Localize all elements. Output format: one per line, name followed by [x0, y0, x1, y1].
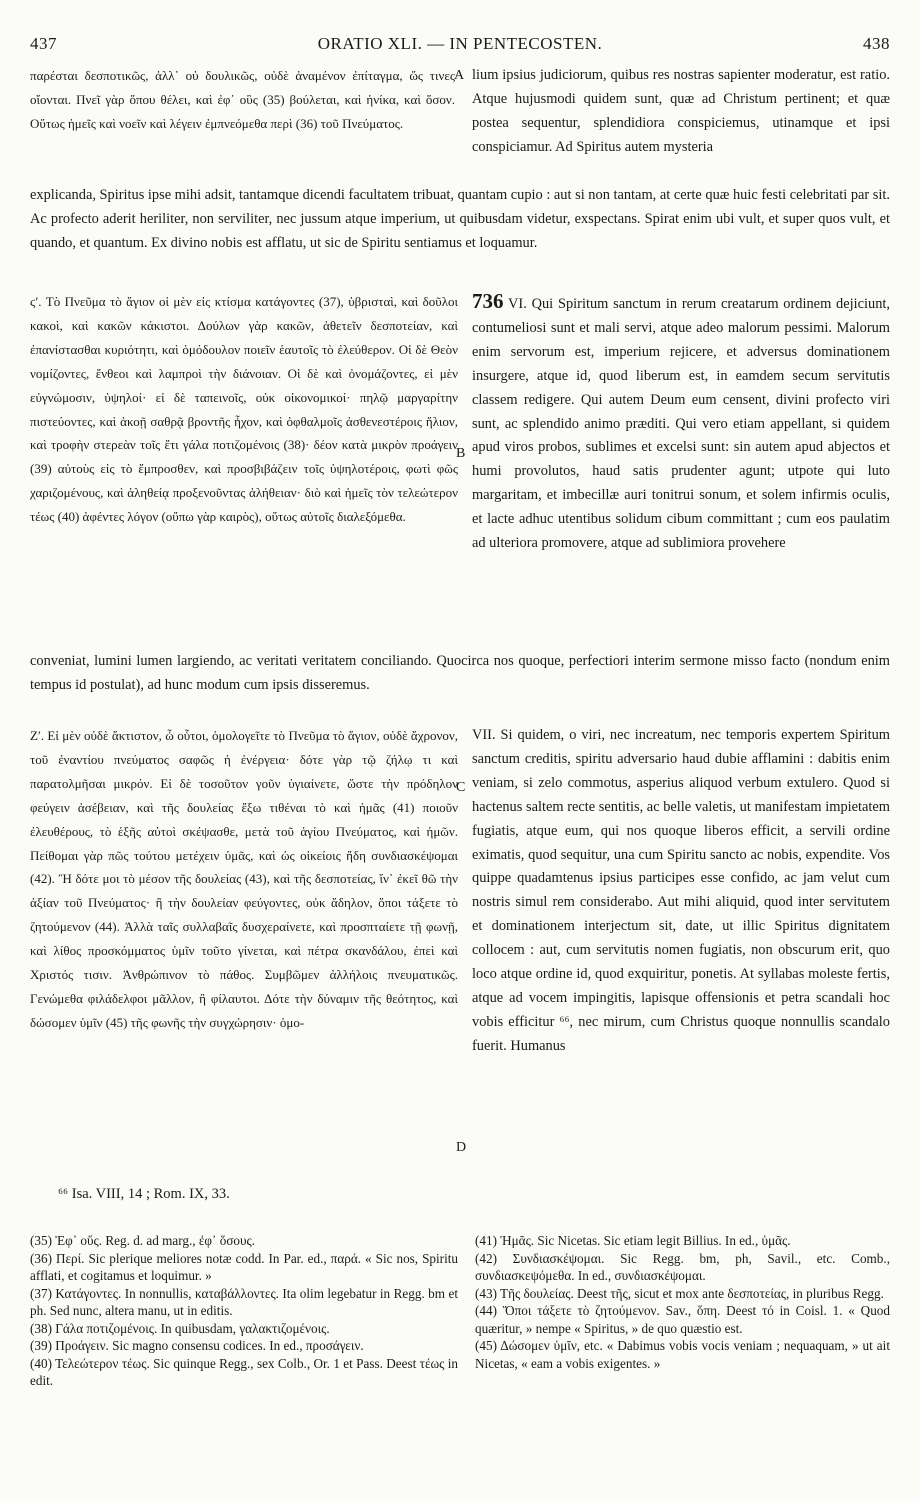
- latin-section-5: lium ipsius judiciorum, quibus res nostras sapienter moderatur, est ratio. Atque hujusmodi quidem sunt, quæ ad Christum pertinent; et quæ postea sequentur, splendidiora conspiciemus, utinamque et ipsi conspiciamur. Ad Spiritus autem mysteria: [472, 67, 890, 155]
- note-item: (39) Προάγειν. Sic magno consensu codices. In ed., προσάγειν.: [30, 1338, 364, 1353]
- note-item: (41) Ἡμᾶς. Sic Nicetas. Sic etiam legit Billius. In ed., ὑμᾶς.: [475, 1233, 791, 1248]
- left-page-number: 437: [30, 34, 57, 53]
- running-header: [30, 34, 890, 56]
- right-page-number: 438: [863, 34, 890, 53]
- note-item: (45) Δώσομεν ὑμῖν, etc. « Dabimus vobis vocis veniam ; nequaquam, » ut ait Nicetas, « eam a vobis exigentes. »: [475, 1338, 890, 1371]
- greek-section-5: παρέσται δεσποτικῶς, ἀλλ᾽ οὐ δουλικῶς, οὐδὲ ἀναμένον ἐπίταγμα, ὥς τινες οἴονται. Πνεῖ γὰρ ὅπου θέλει, καὶ ἐφ᾽ οὓς (35) βούλεται, καὶ ἡνίκα, καὶ ὅσον. Οὕτως ἡμεῖς καὶ νοεῖν καὶ λέγειν ἐμπνεόμεθα περὶ (36) τοῦ Πνεύματος.: [30, 68, 455, 131]
- note-item: (38) Γάλα ποτιζομένοις. In quibusdam, γαλακτιζομένοις.: [30, 1320, 330, 1336]
- section-number: 736: [472, 289, 504, 313]
- margin-letter-a: A: [454, 68, 465, 83]
- latin-section-7: VII. Si quidem, o viri, nec increatum, nec temporis expertem Spiritum sanctum creditis, spiritu adversario haud dubie afflamini : dabitis enim veniam, si zelo commotus, asperius aliquod verbum extulero. Quod si hactenus saltem recte sentitis, ac belle valetis, ut manifestam impietatem fugiatis, atque eum, qui nos quoque liberos efficit, a servili ordine eximatis, quod sequitur, una cum Spiritu sancto ac nobis, expendite. Vos quippe quadamtenus ipsius participes esse confido, ac jam velut cum nostris simul rem considerabo. Aut mihi aliquid, quod inter servitutem et dominationem interjectum sit, date, ut illic Spiritus dignitatem collocem : aut, cum servitutis nomen fugiatis, non obscurum erit, quo loco atque ordine id, quod exquiritur, ponetis. At syllabas moleste fertis, atque ad vocem impingitis, lapisque offensionis et petra scandali hoc vobis efficitur ⁶⁶, nec mirum, cum Christus quoque nonnullis scandalo fuerit. Humanus: [472, 727, 890, 1054]
- note-item: (37) Κατάγοντες. In nonnullis, καταβάλλοντες. Ita olim legebatur in Regg. bm et ph. Sed nunc, altera manu, ut in editis.: [30, 1285, 458, 1318]
- running-title: ORATIO XLI. — IN PENTECOSTEN.: [317, 34, 603, 53]
- greek-section-7: Ζʹ. Εἰ μὲν οὐδὲ ἄκτιστον, ὦ οὗτοι, ὁμολογεῖτε τὸ Πνεῦμα τὸ ἅγιον, οὐδὲ ἄχρονον, τοῦ ἐναντίου πνεύματος σαφῶς ἡ ἐνέργεια· δότε γὰρ τῷ ζήλῳ τι καὶ παρατολμῆσαι μικρόν. Εἰ δὲ τοσοῦτον γοῦν ὑγιαίνετε, ὥστε τὴν πρόδηλον φεύγειν ἀσέβειαν, καὶ τῆς δουλείας ἔξω τιθέναι τὸ καὶ ἡμᾶς (41) ποιοῦν ἐλευθέρους, τὸ ἑξῆς αὐτοὶ σκέψασθε, μετὰ τοῦ ἁγίου Πνεύματος, καὶ ἡμῶν. Πείθομαι γὰρ πῶς τούτου μετέχειν ὑμᾶς, καὶ ὡς οἰκείοις ἤδη συνδιασκέψομαι (42). Ἢ δότε μοι τὸ μέσον τῆς δουλείας (43), καὶ τῆς δεσποτείας, ἵν᾽ ἐκεῖ θῶ τὴν ἀξίαν τοῦ Πνεύματος· ἢ τὴν δουλείαν φεύγοντες, οὐκ ἄδηλον, ὅποι τάξετε τὸ ζητούμενον (44). Ἀλλὰ ταῖς συλλαβαῖς δυσχεραίνετε, καὶ προσπταίετε τῇ φωνῇ, καὶ λίθος προσκόμματος ὑμῖν τοῦτο γίνεται, καὶ πέτρα σκανδάλου, ἐπεὶ καὶ Χριστός τισιν. Ἀνθρώπινον τὸ πάθος. Συμβῶμεν ἀλλήλοις πνευματικῶς. Γενώμεθα φιλάδελφοι μᾶλλον, ἢ φίλαυτοι. Δότε τὴν δύναμιν τῆς θεότητος, καὶ δώσομεν ὑμῖν (45) τῆς φωνῆς τὴν συγχώρησιν· ὁμο-: [30, 728, 458, 1030]
- note-item: (43) Τῆς δουλείας. Deest τῆς, sicut et mox ante δεσποτείας, in pluribus Regg.: [475, 1285, 884, 1301]
- note-item: (35) Ἐφ᾽ οὕς. Reg. d. ad marg., ἐφ᾽ ὅσους.: [30, 1233, 256, 1248]
- note-item: (40) Τελεώτερον τέως. Sic quinque Regg., sex Colb., Or. 1 et Pass. Deest τέως in edit.: [30, 1355, 458, 1388]
- scripture-footnote: ⁶⁶ Isa. VIII, 14 ; Rom. IX, 33.: [58, 1186, 230, 1202]
- margin-letter-c: C: [456, 780, 466, 795]
- margin-letter-b: B: [456, 446, 466, 461]
- note-item: (42) Συνδιασκέψομαι. Sic Regg. bm, ph, Savil., etc. Comb., συνδιασκεψόμεθα. In ed., συνδιασκέψομαι.: [475, 1250, 890, 1283]
- critical-notes-right: [475, 1232, 890, 1372]
- latin-section-6: [472, 290, 890, 556]
- greek-section-6: ϛʹ. Τὸ Πνεῦμα τὸ ἅγιον οἱ μὲν εἰς κτίσμα κατάγοντες (37), ὑβρισταὶ, καὶ δοῦλοι κακοὶ, καὶ κακῶν κάκιστοι. Δούλων γὰρ κακῶν, ἀθετεῖν δεσποτείαν, καὶ ἐπανίστασθαι κυριότητι, καὶ ὁμόδουλον ποιεῖν ἑαυτοῖς τὸ ἐλεύθερον. Οἱ δὲ Θεὸν νομίζοντες, ἔνθεοι καὶ λαμπροὶ τὴν διάνοιαν. Οἱ δὲ καὶ ὀνομάζοντες, εἰ μὲν εὐγνώμοσιν, ὑψηλοί· εἰ δὲ ταπεινοῖς, οὐκ οἰκονομικοί· πηλῷ μαργαρίτην πιστεύοντες, καὶ ἀκοῇ σαθρᾷ βροντῆς ἦχον, καὶ ὀφθαλμοῖς ἀσθενεστέροις ἥλιον, καὶ τροφὴν στερεὰν τοῖς ἔτι γάλα ποτιζομένοις (38)· δέον κατὰ μικρὸν προάγειν (39) αὐτοὺς εἰς τὸ ἔμπροσθεν, καὶ προσβιβάζειν τοῖς ὑψηλοτέροις, φωτὶ φῶς χαριζομένους, καὶ ἀληθείᾳ προξενοῦντας ἀλήθειαν· διὸ καὶ ἡμεῖς τὸν τελεώτερον τέως (40) ἀφέντες λόγον (οὔπω γὰρ καιρὸς), οὕτως αὐτοῖς διαλεξόμεθα.: [30, 294, 458, 525]
- critical-notes-left: [30, 1232, 458, 1390]
- note-item: (44) Ὅποι τάξετε τὸ ζητούμενον. Sav., ὅπη. Deest τό in Coisl. 1. « Quod quæritur, » nempe « Spiritus, » de quo quæstio est.: [475, 1303, 890, 1336]
- note-item: (36) Περί. Sic plerique meliores notæ codd. In Par. ed., παρά. « Sic nos, Spiritu afflati, et cogitamus et loquimur. »: [30, 1250, 458, 1283]
- margin-letter-d: D: [456, 1140, 467, 1155]
- latin-section-6-continued: conveniat, lumini lumen largiendo, ac veritati veritatem conciliando. Quocirca nos quoque, perfectiori interim sermone misso facto (nondum enim tempus id postulat), ad hunc modum cum ipsis disseremus.: [30, 653, 890, 693]
- latin-section-5-continued: explicanda, Spiritus ipse mihi adsit, tantamque dicendi facultatem tribuat, quantam cupio : aut si non tantam, at certe quæ huic festi celebritati par sit. Ac profecto aderit heriliter, non serviliter, nec jussum atque imperium, ut quibusdam videtur, exspectans. Spirat enim ubi vult, et super quos vult, et quando, et quantum. Ex divino nobis est afflatu, ut sic de Spiritu sentiamus et loquamur.: [30, 187, 890, 251]
- latin-section-6-text: VI. Qui Spiritum sanctum in rerum creatarum ordinem dejiciunt, contumeliosi sunt et mali servi, atque adeo malorum pessimi. Malorum enim servorum est, imperium rejicere, et adversus dominationem insurgere, atque id, quod liberum est, in eamdem secum servitutis classem redigere. Qui autem Deum eum censent, divini profecto viri sunt, ac splendido animo præditi. Qui vero etiam appellant, si quidem apud viros probos, sublimes et excelsi sunt: sin autem apud abjectos et humi provolutos, haud satis prudenter agunt; utpote qui luto margaritam, et imbecillæ auri tonitrui sonum, et solem infirmis oculis, et lacte adhuc utentibus solidum cibum committant ; cum eos paulatim ad ulteriora promovere, atque ad sublimiora provehere: [472, 296, 890, 552]
